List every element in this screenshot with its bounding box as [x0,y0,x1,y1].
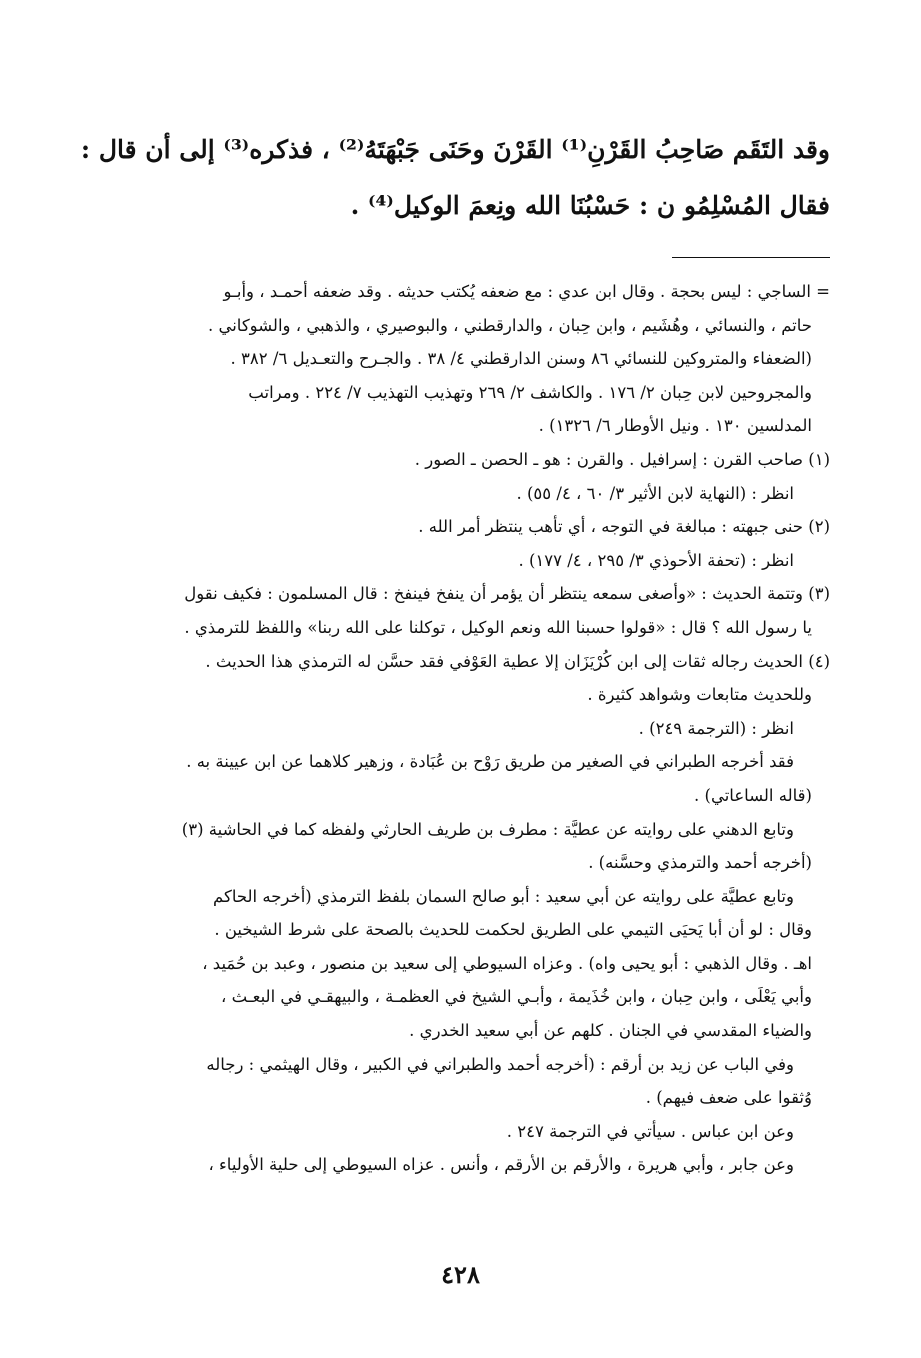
footnote-line: وُثقوا على ضعف فيهم) . [645,1088,812,1108]
footnote-line: وقال : لو أن أبا يَحيَى التيمي على الطريق لحكمت للحديث بالصحة على شرط الشيخين . [214,920,812,940]
footnote-line: (قاله الساعاتي) . [694,785,812,805]
footnote-line: والمجروحين لابن حِبان ٢/ ١٧٦ . والكاشف ٢/ ٢٦٩ وتهذيب التهذيب ٧/ ٢٢٤ . ومراتب [248,382,812,402]
footnote-line: انظر : (النهاية لابن الأثير ٣/ ٦٠ ، ٤/ ٥٥) . [516,483,794,503]
main-text-line-1: وقد التَقَم صَاحِبُ القَرْنِ⁽¹⁾ القَرْنَ وحَنَى جَبْهَتَهُ⁽²⁾ ، فذكره⁽³⁾ إلى أن قال : [80,135,830,164]
main-text-line-2: فقال المُسْلِمُو ن : حَسْبُنَا الله ونِعمَ الوكيل⁽⁴⁾ . [350,191,830,220]
footnote-line: وللحديث متابعات وشواهد كثيرة . [587,685,812,705]
footnote-line: يا رسول الله ؟ قال : «قولوا حسبنا الله ونعم الوكيل ، توكلنا على الله ربنا» واللفظ للترمذي . [184,617,812,637]
footnote-line: (الضعفاء والمتروكين للنسائي ٨٦ وسنن الدارقطني ٤/ ٣٨ . والجـرح والتعـديل ٦/ ٣٨٢ . [230,349,812,369]
footnote-line: (٣) وتتمة الحديث : «وأصغى سمعه ينتظر أن يؤمر أن ينفخ فينفخ : قال المسلمون : فكيف نقول [184,584,830,604]
footnote-separator [672,257,830,258]
footnote-line: انظر : (تحفة الأحوذي ٣/ ٢٩٥ ، ٤/ ١٧٧) . [518,550,794,570]
footnote-line: فقد أخرجه الطبراني في الصغير من طريق رَوْح بن عُبَادة ، وزهير كلاهما عن ابن عيينة به . [186,752,794,772]
footnote-line: وتابع عطيَّة على روايته عن أبي سعيد : أبو صالح السمان بلفظ الترمذي (أخرجه الحاكم [212,886,794,906]
page-number: ٤٢٨ [441,1260,480,1289]
footnote-line: انظر : (الترجمة ٢٤٩) . [638,718,794,738]
footnote-line: وعن ابن عباس . سيأتي في الترجمة ٢٤٧ . [506,1121,794,1141]
footnote-line: وفي الباب عن زيد بن أرقم : (أخرجه أحمد والطبراني في الكبير ، وقال الهيثمي : رجاله [206,1054,794,1074]
footnote-line: وأبي يَعْلَى ، وابن حِبان ، وابن خُذَيمة ، وأبـي الشيخ في العظمـة ، والبيهقـي في البعـث ، [221,987,812,1007]
footnote-line: (٢) حنى جبهته : مبالغة في التوجه ، أي تأهب ينتظر أمر الله . [418,517,830,537]
footnotes [130,275,830,1182]
footnote-line: حاتم ، والنسائي ، وهُشَيم ، وابن حِبان ، والدارقطني ، والبوصيري ، والذهبي ، والشوكاني . [207,315,812,335]
footnote-line: وتابع الدهني على روايته عن عطيَّة : مطرف بن طريف الحارثي ولفظه كما في الحاشية (٣) [181,819,794,839]
footnote-line: اهـ . وقال الذهبي : أبو يحيى واه) . وعزاه السيوطي إلى سعيد بن منصور ، وعبد بن حُمَيد ، [202,953,812,973]
footnote-line: والضياء المقدسي في الجنان . كلهم عن أبي سعيد الخدري . [409,1021,812,1041]
footnote-line: = الساجي : ليس بحجة . وقال ابن عدي : مع ضعفه يُكتب حديثه . وقد ضعفه أحمـد ، وأبـو [223,282,830,301]
footnote-line: (٤) الحديث رجاله ثقات إلى ابن كُرْيَزَان إلا عطية العَوْفي فقد حسَّن له الترمذي هذا الحديث . [205,651,830,671]
footnote-line: المدلسين ١٣٠ . ونيل الأوطار ٦/ ١٣٢٦) . [538,416,812,436]
footnote-line: وعن جابر ، وأبي هريرة ، والأرقم بن الأرقم ، وأنس . عزاه السيوطي إلى حلية الأولياء ، [208,1155,794,1175]
footnote-line: (أخرجه أحمد والترمذي وحسَّنه) . [588,853,812,873]
main-text [80,122,830,234]
footnote-line: (١) صاحب القرن : إسرافيل . والقرن : هو ـ الحصن ـ الصور . [414,449,830,469]
